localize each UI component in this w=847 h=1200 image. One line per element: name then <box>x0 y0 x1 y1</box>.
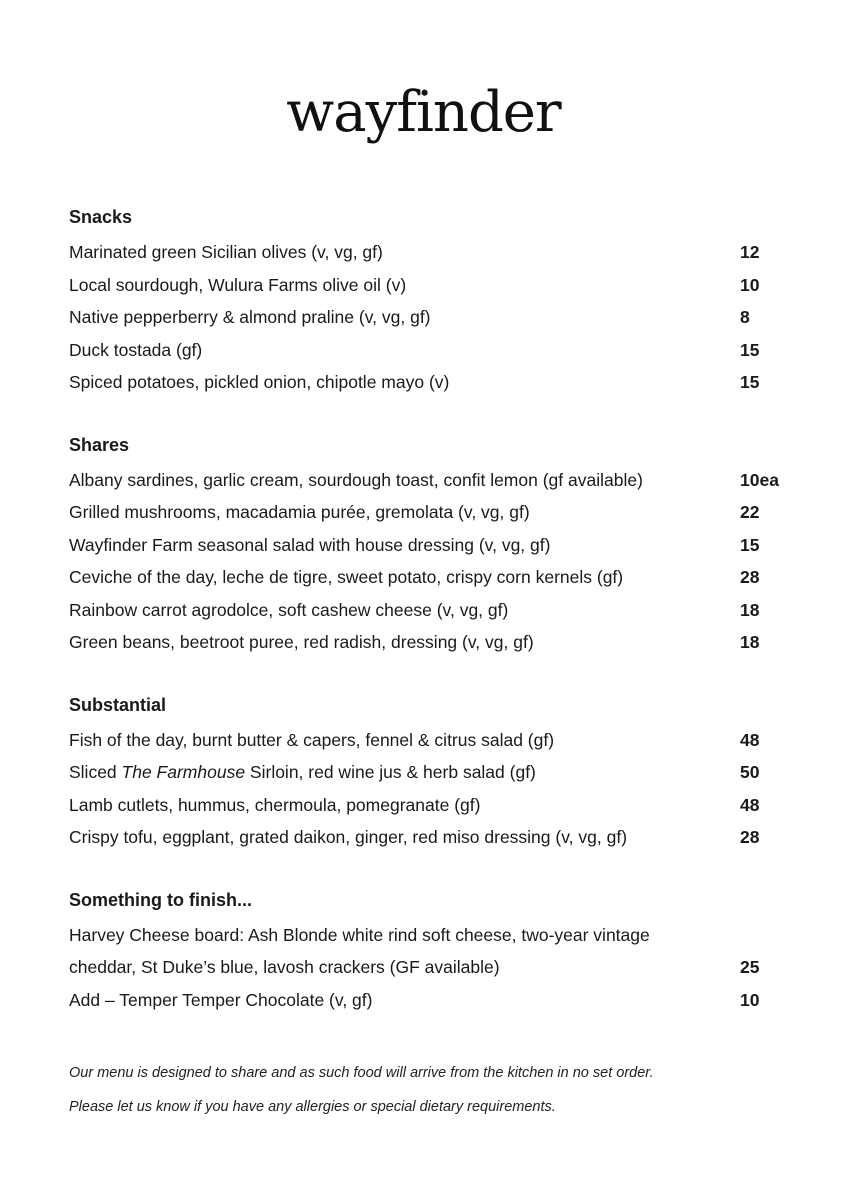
item-name: Rainbow carrot agrodolce, soft cashew cheese (v, vg, gf) <box>69 599 509 620</box>
item-price: 48 <box>740 729 760 750</box>
menu-item <box>69 724 789 757</box>
menu-item <box>69 821 789 854</box>
menu-item <box>69 594 789 627</box>
menu-item <box>69 334 789 367</box>
item-name: Harvey Cheese board: Ash Blonde white rind soft cheese, two-year vintage <box>69 924 650 945</box>
item-name: Green beans, beetroot puree, red radish, dressing (v, vg, gf) <box>69 632 534 652</box>
item-price: 48 <box>740 794 760 815</box>
menu-notes <box>69 1056 789 1124</box>
note-share: Our menu is designed to share and as such food will arrive from the kitchen in no set order. <box>69 1065 654 1081</box>
item-name: Spiced potatoes, pickled onion, chipotle mayo (v) <box>69 372 450 392</box>
menu-item <box>69 756 789 789</box>
section-title: Substantial <box>69 694 167 715</box>
item-name: Duck tostada (gf) <box>69 339 203 360</box>
menu-item <box>69 561 789 594</box>
menu-item <box>69 529 789 562</box>
menu-item <box>69 789 789 822</box>
menu-item <box>69 301 789 334</box>
item-name: Marinated green Sicilian olives (v, vg, gf) <box>69 242 383 262</box>
item-price: 10 <box>740 274 760 295</box>
item-price: 25 <box>740 957 760 977</box>
menu-item <box>69 269 789 302</box>
menu-item <box>69 984 789 1017</box>
item-name: Add – Temper Temper Chocolate (v, gf) <box>69 989 373 1010</box>
section-shares <box>69 432 789 659</box>
menu <box>69 204 789 1049</box>
item-name: Local sourdough, Wulura Farms olive oil (v) <box>69 274 407 295</box>
item-name <box>69 756 740 789</box>
item-name-part: Sirloin, red wine jus & herb salad (gf) <box>245 762 536 782</box>
item-price: 18 <box>740 632 760 652</box>
brand-logo: wayfinder <box>286 80 561 145</box>
menu-item <box>69 496 789 529</box>
item-price: 15 <box>740 339 760 360</box>
item-price: 8 <box>740 307 750 327</box>
item-name-emphasis: The Farmhouse <box>121 762 246 782</box>
item-name: Wayfinder Farm seasonal salad with house dressing (v, vg, gf) <box>69 534 551 555</box>
menu-item <box>69 366 789 399</box>
note-allergies: Please let us know if you have any allergies or special dietary requirements. <box>69 1099 556 1115</box>
item-name: Crispy tofu, eggplant, grated daikon, ginger, red miso dressing (v, vg, gf) <box>69 827 628 847</box>
item-price: 12 <box>740 242 760 262</box>
item-price: 50 <box>740 762 760 782</box>
section-title: Something to finish... <box>69 889 252 910</box>
menu-item <box>69 919 789 952</box>
menu-item <box>69 626 789 659</box>
item-price: 18 <box>740 599 760 620</box>
section-title: Shares <box>69 434 130 455</box>
item-name: Native pepperberry & almond praline (v, vg, gf) <box>69 307 431 327</box>
item-name: cheddar, St Duke’s blue, lavosh crackers (GF available) <box>69 957 500 977</box>
item-name: Fish of the day, burnt butter & capers, fennel & citrus salad (gf) <box>69 729 555 750</box>
section-title: Snacks <box>69 207 133 227</box>
menu-item <box>69 236 789 269</box>
item-price: 10ea <box>740 469 779 490</box>
section-substantial <box>69 692 789 854</box>
item-price: 15 <box>740 534 760 555</box>
item-name: Ceviche of the day, leche de tigre, sweet potato, crispy corn kernels (gf) <box>69 567 624 587</box>
item-price: 28 <box>740 827 760 847</box>
menu-item <box>69 951 789 984</box>
item-price: 10 <box>740 989 760 1010</box>
item-price: 28 <box>740 567 760 587</box>
item-price: 22 <box>740 502 760 522</box>
section-snacks <box>69 204 789 399</box>
item-name: Albany sardines, garlic cream, sourdough toast, confit lemon (gf available) <box>69 469 643 490</box>
item-name-part: Sliced <box>69 762 122 782</box>
section-finish <box>69 887 789 1017</box>
item-name: Lamb cutlets, hummus, chermoula, pomegranate (gf) <box>69 794 481 815</box>
menu-item <box>69 464 789 497</box>
item-price: 15 <box>740 372 760 392</box>
item-name: Grilled mushrooms, macadamia purée, gremolata (v, vg, gf) <box>69 502 530 522</box>
